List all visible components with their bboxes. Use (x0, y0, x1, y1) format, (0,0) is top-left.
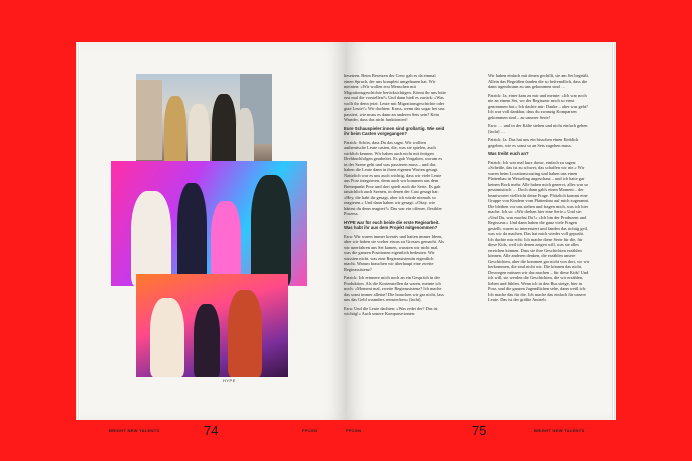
footer-publication: FFCGN (302, 428, 318, 433)
left-page (76, 42, 346, 438)
photo-club-dance (136, 274, 288, 377)
paragraph: Patrick: Ich war mal kurz davor, einfach zu sagen: »Scheiße, das ist zu schwer, das schaffen wir nie.« Wir waren beim Locationscouting und haben uns einen Plattenbau in Wesseling angeschaut – und ich hatte gar keinen Bock mehr. Alle haben mich genervt, alles war so pessimistisch … Doch dann gab's einen Moment – der beantwortet vielleicht deine Frage. Plötzlich kommt eine Gruppe von Kindern vom Plattenbau auf mich zugerannt. Die bleiben vor uns stehen und fragen mich, was ich hier mache. Ich so: »Wir drehen hier eine Serie.« Und sie: »Und Du, was machst Du?« »Ich bin der Produzent und Regisseur.« Und dann haben die ganz viele Fragen gestellt, waren so interessiert und fanden das richtig geil, was wir da machen. Das hat mich wieder voll gepusht. Ich dachte mir echt: Ich mache diese Serie für die, für diese Kids, weil ich denen zeigen will, was sie alles erreichen können. Dass sie ihre Geschichten erzählen können. Alle anderen denken, die erzählen unsere Geschichten, aber die kommen gar nicht von dort, wo wir herkommen, die sind nicht wir. Die können das nicht. Deswegen müssen wir das machen – für diese Kids! Und ich will, sie werden die Geschichten, die wir erzählen, lieben und fühlen. Wenn ich in den Bus steige, hier in Porz, und die ganzen Jugendlichen sehe, dann weiß ich: Ich mache das für die. Ich mache das einfach für unsere Leute. Das ist der größte Antrieb. (488, 159, 590, 302)
paragraph: besetzen. Beim Besetzen der Crew gab es da einmal einen Spruch, der uns komplett umgehauen hat. Wir meinten: »Wir wollen erst Menschen mit Migrationsgeschichte berücksichtigen. Könnt ihr uns bitte erst mal die vorstellen?« Und dann hieß es zurück: »Was wollt ihr denn jetzt: Leute mit Migrationsgeschichte oder gute Leute?« Wir dachten: Krass, wenn das sogar bei uns passiert, wie muss es dann an anderen Sets sein? Kein Wunder, dass das nicht funktioniert! (344, 73, 446, 122)
page-number: 75 (472, 423, 487, 438)
photo-caption: HYPE (223, 378, 236, 383)
footer-section-label: BRIGHT NEW TALENTS (109, 428, 160, 433)
text-column-2 (488, 73, 590, 306)
paragraph: Patrick: Ja, einer kam zu mir und meinte: »Ich war noch nie an einem Set, wo der Regisseur mich so ernst genommen hat.« Ich dachte mir: Danke – aber was geht? Ich war voll dankbar, dass du zwanzig Komparsen gekommen sind – zu unserer Serie! (488, 92, 588, 120)
page-number: 74 (204, 423, 219, 438)
paragraph: Esra: … und in der Kälte stehen und nicht einfach gehen [lacht] … (488, 123, 588, 134)
interview-question: HYPE war für euch beide die erste Regiearbeit. Was habt ihr aus dem Projekt mitgenommen? (344, 219, 440, 230)
photo-party-neon (111, 161, 307, 286)
page-edges (612, 42, 616, 420)
interview-question: Was treibt euch an? (488, 151, 529, 156)
paragraph: Patrick: Schön, dass Du das sagst. Wir wollten authentische Leute casten, die, was sie spielen, auch wirklich kennen. Wir haben auch nicht mit fertigen Drehbuchfolgen gearbeitet. Es gab Vorgaben, worum es in der Szene geht und was passieren muss – und das haben die Leute dann in ihren eigenen Worten gesagt. Natürlich war es uns auch wichtig, dass wir viele Leute aus Porz integrieren, denn auch wir kommen aus dem Brennpunkt Porz und dort spielt auch die Serie. Es gab tatsächlich auch Szenen, in denen der Cast gesagt hat: »Hey, die habt ihr gesagt, aber ich würde niemals so reagieren.« Und dann haben wir gesagt: »Okay, wie hättest du denn reagiert?« Das war ein offener, flexibler Prozess. (344, 139, 443, 216)
paragraph: Patrick: Ja. Das hat uns ein bisschen einen Einblick gegeben, wie es sonst so an Sets zugehen muss. (488, 137, 579, 148)
footer-section-label: BRIGHT NEW TALENTS (534, 428, 585, 433)
photo-group-selfie (136, 74, 272, 170)
paragraph: Wir haben einfach mit denen gechillt, sie am Set begrüßt. Allein das Begrüßen fanden die so befremdlich, dass die dann irgendwann zu uns gekommen sind … (488, 73, 589, 89)
text-column-1 (344, 73, 446, 320)
right-page (344, 42, 616, 438)
interview-question: Eure Schauspieler:innen sind großartig. Wie seid ihr beim Casten vorgegangen? (344, 125, 445, 136)
paragraph: Esra: Wir waren immer kreativ und hatten immer Ideen, aber wir haben sie vorher etwas zu Grosses gemacht. Als wir unerfahren ans Set kamen, wussten wir nicht mal, was die ganzen Positionen eigentlich bedeuten. Wir wussten nicht, was eine Regieassistentin eigentlich macht. Warum brauchen wir überhaupt eine zweite Regieassistenz? (344, 233, 444, 272)
paragraph: Patrick: Ich erinnere mich noch an ein Gespräch in der Produktion. Als die Kostenstellen da waren, meinte ich noch: »Moment mal, zweite Regieassistenz? Ich mache das sonst immer alleine! Die brauchen wir gar nicht, lass uns das Geld woanders reinstecken« [lacht]. (344, 275, 444, 302)
page-edges (76, 42, 80, 420)
magazine-spread (76, 42, 616, 438)
paragraph: Esra: Und die Leute dachten: »Was redet der? Das ist wichtig!« Auch unsere Komparse:innen: (344, 305, 438, 316)
footer-publication: FFCGN (346, 428, 362, 433)
